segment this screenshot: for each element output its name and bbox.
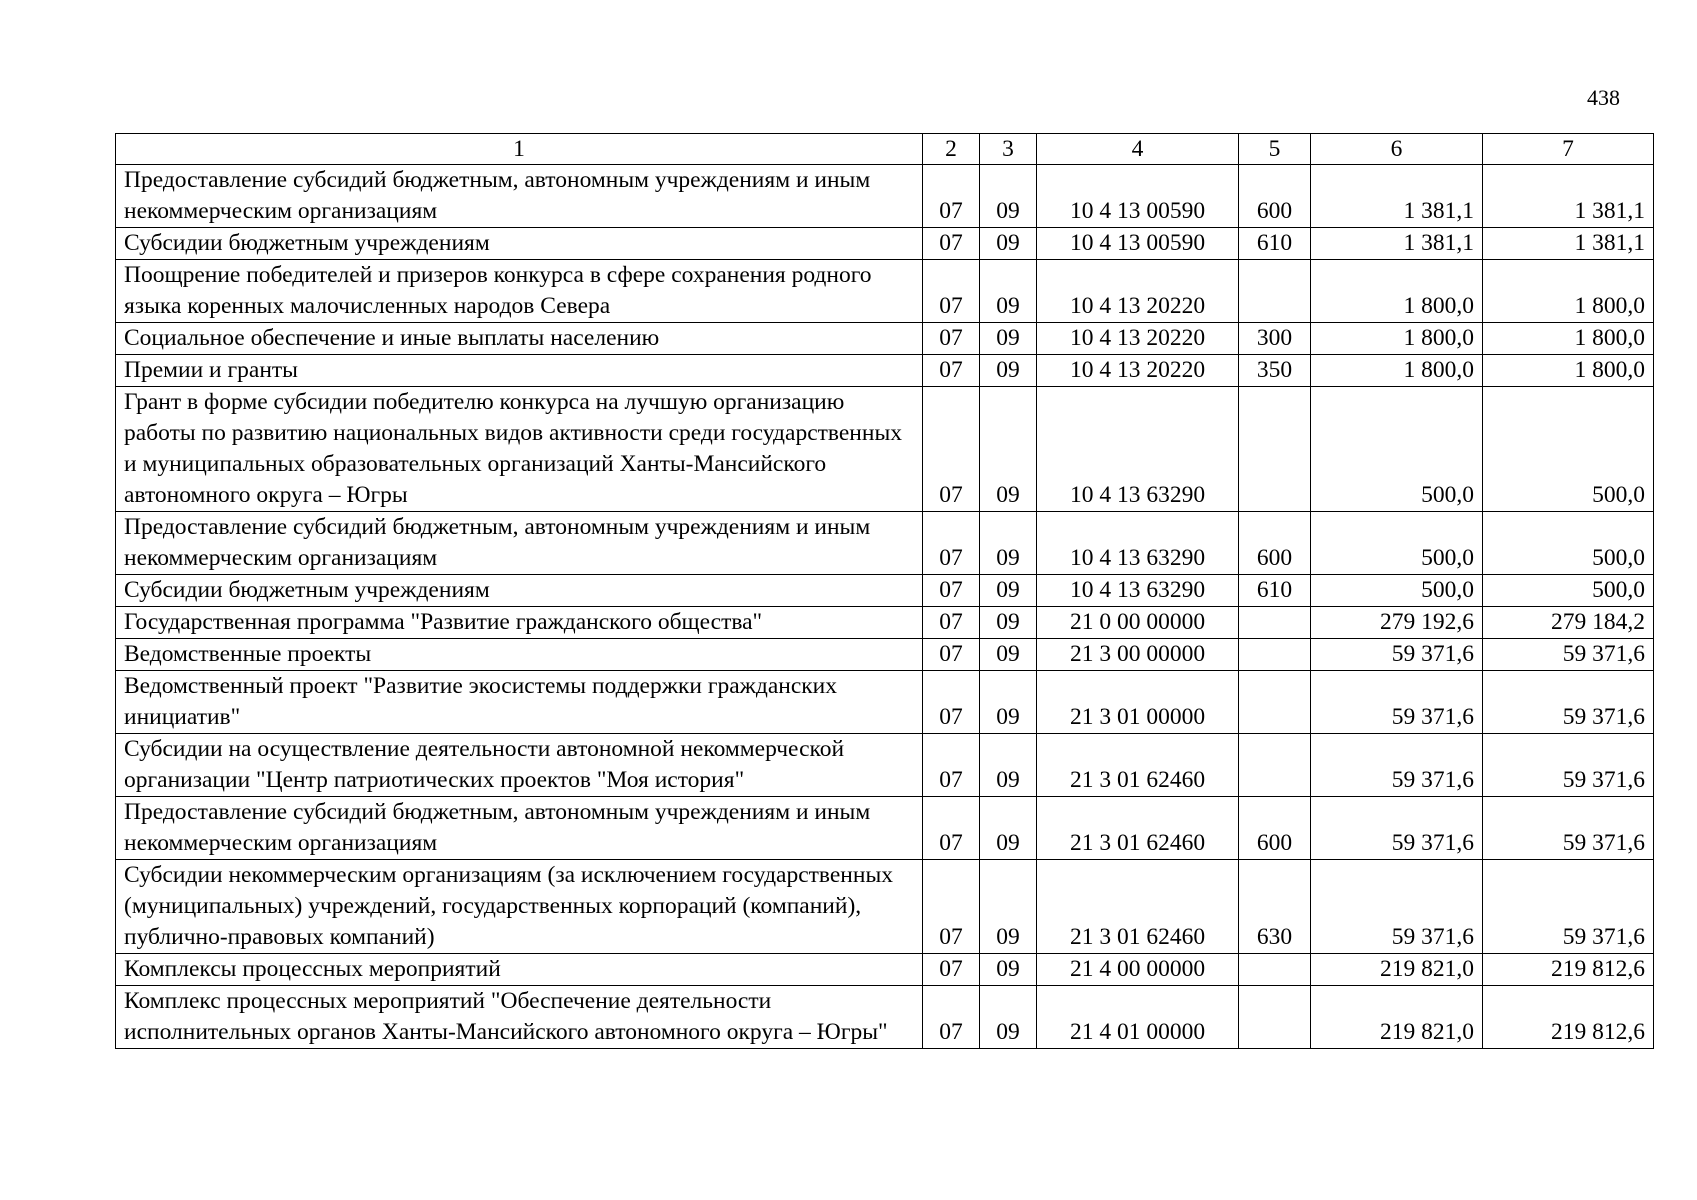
amount-col6-cell: 59 371,6	[1311, 639, 1483, 671]
target-article-cell: 21 4 00 00000	[1037, 954, 1239, 986]
section-code-cell: 07	[923, 954, 980, 986]
amount-col6-cell: 500,0	[1311, 512, 1483, 575]
amount-col7-cell: 500,0	[1483, 512, 1654, 575]
section-code-cell: 07	[923, 228, 980, 260]
amount-col7-cell: 219 812,6	[1483, 954, 1654, 986]
target-article-cell: 21 3 00 00000	[1037, 639, 1239, 671]
subsection-code-cell: 09	[980, 387, 1037, 512]
section-code-cell: 07	[923, 986, 980, 1049]
row-name-cell: Субсидии некоммерческим организациям (за исключением государственных (муниципальных) учреждений, государственных корпораций (компаний), публично-правовых компаний)	[116, 860, 923, 954]
amount-col7-cell: 59 371,6	[1483, 797, 1654, 860]
target-article-cell: 21 4 01 00000	[1037, 986, 1239, 1049]
row-name-cell: Предоставление субсидий бюджетным, автономным учреждениям и иным некоммерческим организациям	[116, 165, 923, 228]
row-name-cell: Субсидии бюджетным учреждениям	[116, 575, 923, 607]
section-code-cell: 07	[923, 260, 980, 323]
amount-col7-cell: 219 812,6	[1483, 986, 1654, 1049]
row-name-cell: Комплекс процессных мероприятий "Обеспечение деятельности исполнительных органов Ханты-Мансийского автономного округа – Югры"	[116, 986, 923, 1049]
amount-col7-cell: 59 371,6	[1483, 639, 1654, 671]
amount-col6-cell: 219 821,0	[1311, 986, 1483, 1049]
section-code-cell: 07	[923, 355, 980, 387]
table-row	[116, 387, 1654, 512]
amount-col6-cell: 59 371,6	[1311, 734, 1483, 797]
expense-type-cell	[1239, 986, 1311, 1049]
row-name-cell: Субсидии на осуществление деятельности автономной некоммерческой организации "Центр патриотических проектов "Моя история"	[116, 734, 923, 797]
target-article-cell: 10 4 13 20220	[1037, 355, 1239, 387]
header-cell: 1	[116, 134, 923, 165]
target-article-cell: 10 4 13 20220	[1037, 323, 1239, 355]
amount-col6-cell: 219 821,0	[1311, 954, 1483, 986]
amount-col6-cell: 500,0	[1311, 575, 1483, 607]
table-row	[116, 860, 1654, 954]
target-article-cell: 10 4 13 63290	[1037, 512, 1239, 575]
subsection-code-cell: 09	[980, 323, 1037, 355]
amount-col6-cell: 59 371,6	[1311, 797, 1483, 860]
expense-type-cell	[1239, 260, 1311, 323]
header-cell: 4	[1037, 134, 1239, 165]
target-article-cell: 10 4 13 20220	[1037, 260, 1239, 323]
target-article-cell: 10 4 13 00590	[1037, 165, 1239, 228]
expense-type-cell: 350	[1239, 355, 1311, 387]
subsection-code-cell: 09	[980, 671, 1037, 734]
amount-col6-cell: 500,0	[1311, 387, 1483, 512]
expense-type-cell: 600	[1239, 512, 1311, 575]
target-article-cell: 10 4 13 00590	[1037, 228, 1239, 260]
amount-col7-cell: 1 381,1	[1483, 228, 1654, 260]
subsection-code-cell: 09	[980, 575, 1037, 607]
page-number: 438	[1587, 85, 1620, 110]
amount-col7-cell: 1 381,1	[1483, 165, 1654, 228]
row-name-cell: Ведомственный проект "Развитие экосистемы поддержки гражданских инициатив"	[116, 671, 923, 734]
row-name-cell: Субсидии бюджетным учреждениям	[116, 228, 923, 260]
header-cell: 6	[1311, 134, 1483, 165]
expense-type-cell	[1239, 671, 1311, 734]
expense-type-cell: 610	[1239, 228, 1311, 260]
amount-col7-cell: 500,0	[1483, 575, 1654, 607]
row-name-cell: Комплексы процессных мероприятий	[116, 954, 923, 986]
subsection-code-cell: 09	[980, 954, 1037, 986]
subsection-code-cell: 09	[980, 165, 1037, 228]
row-name-cell: Ведомственные проекты	[116, 639, 923, 671]
expense-type-cell: 600	[1239, 165, 1311, 228]
subsection-code-cell: 09	[980, 639, 1037, 671]
section-code-cell: 07	[923, 860, 980, 954]
expense-type-cell: 610	[1239, 575, 1311, 607]
expense-type-cell: 300	[1239, 323, 1311, 355]
row-name-cell: Грант в форме субсидии победителю конкурса на лучшую организацию работы по развитию национальных видов активности среди государственных и муниципальных образовательных организаций Ханты-Мансийского автономного округа – Югры	[116, 387, 923, 512]
row-name-cell: Предоставление субсидий бюджетным, автономным учреждениям и иным некоммерческим организациям	[116, 512, 923, 575]
amount-col6-cell: 59 371,6	[1311, 671, 1483, 734]
subsection-code-cell: 09	[980, 512, 1037, 575]
amount-col6-cell: 1 800,0	[1311, 355, 1483, 387]
amount-col6-cell: 59 371,6	[1311, 860, 1483, 954]
amount-col7-cell: 1 800,0	[1483, 260, 1654, 323]
subsection-code-cell: 09	[980, 607, 1037, 639]
target-article-cell: 10 4 13 63290	[1037, 387, 1239, 512]
table-row	[116, 260, 1654, 323]
expense-type-cell	[1239, 639, 1311, 671]
table-row	[116, 165, 1654, 228]
target-article-cell: 21 3 01 00000	[1037, 671, 1239, 734]
table-row	[116, 355, 1654, 387]
table-row	[116, 323, 1654, 355]
table-row	[116, 512, 1654, 575]
subsection-code-cell: 09	[980, 260, 1037, 323]
table-row	[116, 639, 1654, 671]
table-row	[116, 986, 1654, 1049]
target-article-cell: 10 4 13 63290	[1037, 575, 1239, 607]
amount-col6-cell: 1 800,0	[1311, 260, 1483, 323]
expense-type-cell: 600	[1239, 797, 1311, 860]
table-row	[116, 671, 1654, 734]
header-row	[116, 134, 1654, 165]
row-name-cell: Социальное обеспечение и иные выплаты населению	[116, 323, 923, 355]
table-row	[116, 954, 1654, 986]
amount-col7-cell: 1 800,0	[1483, 323, 1654, 355]
section-code-cell: 07	[923, 512, 980, 575]
amount-col7-cell: 279 184,2	[1483, 607, 1654, 639]
row-name-cell: Поощрение победителей и призеров конкурса в сфере сохранения родного языка коренных малочисленных народов Севера	[116, 260, 923, 323]
target-article-cell: 21 3 01 62460	[1037, 797, 1239, 860]
section-code-cell: 07	[923, 165, 980, 228]
section-code-cell: 07	[923, 323, 980, 355]
header-cell: 2	[923, 134, 980, 165]
amount-col7-cell: 59 371,6	[1483, 860, 1654, 954]
table-row	[116, 228, 1654, 260]
expense-type-cell: 630	[1239, 860, 1311, 954]
section-code-cell: 07	[923, 671, 980, 734]
amount-col6-cell: 1 381,1	[1311, 165, 1483, 228]
amount-col6-cell: 1 381,1	[1311, 228, 1483, 260]
section-code-cell: 07	[923, 387, 980, 512]
amount-col7-cell: 1 800,0	[1483, 355, 1654, 387]
subsection-code-cell: 09	[980, 228, 1037, 260]
amount-col7-cell: 59 371,6	[1483, 671, 1654, 734]
amount-col6-cell: 1 800,0	[1311, 323, 1483, 355]
header-cell: 7	[1483, 134, 1654, 165]
table-row	[116, 797, 1654, 860]
section-code-cell: 07	[923, 607, 980, 639]
row-name-cell: Премии и гранты	[116, 355, 923, 387]
subsection-code-cell: 09	[980, 734, 1037, 797]
amount-col6-cell: 279 192,6	[1311, 607, 1483, 639]
amount-col7-cell: 500,0	[1483, 387, 1654, 512]
amount-col7-cell: 59 371,6	[1483, 734, 1654, 797]
subsection-code-cell: 09	[980, 860, 1037, 954]
table-row	[116, 607, 1654, 639]
row-name-cell: Предоставление субсидий бюджетным, автономным учреждениям и иным некоммерческим организациям	[116, 797, 923, 860]
subsection-code-cell: 09	[980, 797, 1037, 860]
row-name-cell: Государственная программа "Развитие гражданского общества"	[116, 607, 923, 639]
target-article-cell: 21 3 01 62460	[1037, 734, 1239, 797]
section-code-cell: 07	[923, 734, 980, 797]
expense-type-cell	[1239, 954, 1311, 986]
expense-type-cell	[1239, 734, 1311, 797]
section-code-cell: 07	[923, 639, 980, 671]
subsection-code-cell: 09	[980, 986, 1037, 1049]
target-article-cell: 21 3 01 62460	[1037, 860, 1239, 954]
target-article-cell: 21 0 00 00000	[1037, 607, 1239, 639]
table-row	[116, 734, 1654, 797]
header-cell: 3	[980, 134, 1037, 165]
table-row	[116, 575, 1654, 607]
header-cell: 5	[1239, 134, 1311, 165]
subsection-code-cell: 09	[980, 355, 1037, 387]
section-code-cell: 07	[923, 575, 980, 607]
expense-type-cell	[1239, 387, 1311, 512]
section-code-cell: 07	[923, 797, 980, 860]
budget-table	[115, 133, 1654, 1049]
expense-type-cell	[1239, 607, 1311, 639]
